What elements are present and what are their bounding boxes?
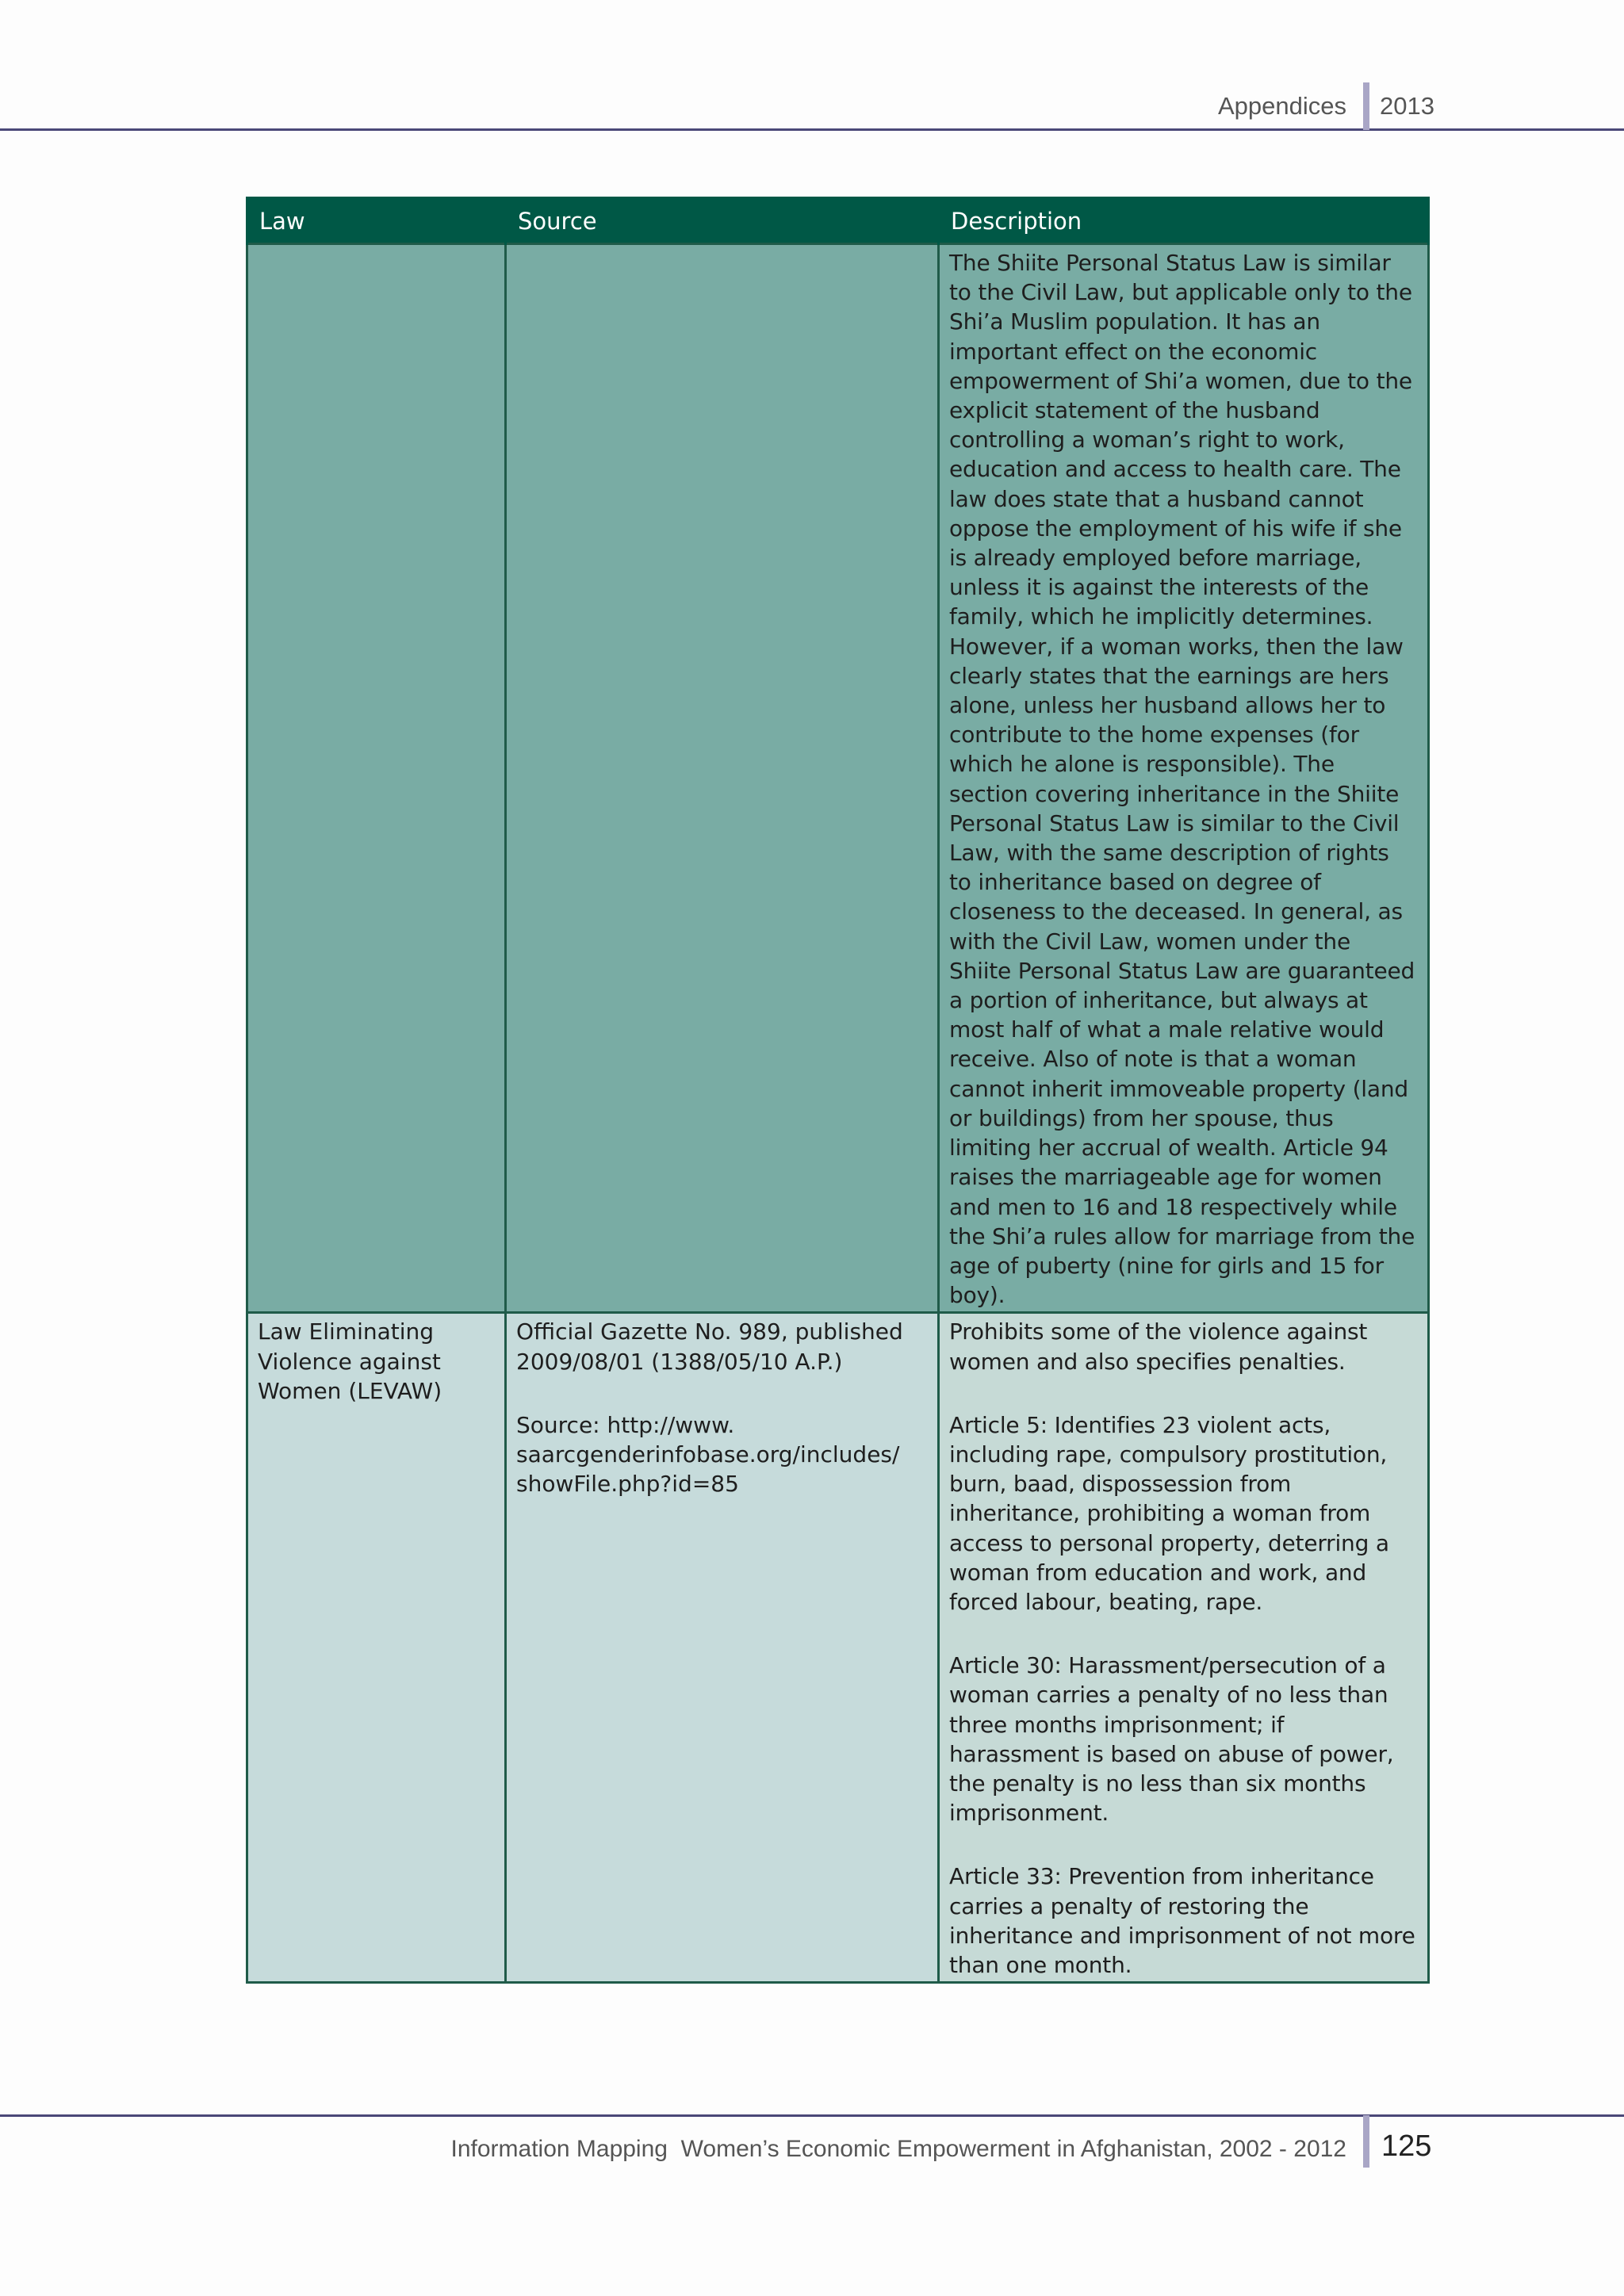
cell-law [247,244,506,1313]
column-header-source: Source [506,197,939,244]
footer-rule [0,2114,1624,2117]
table-header-row [247,197,1429,244]
description-paragraph: The Shiite Personal Status Law is similar to the Civil Law, but applicable only to the Shi’a Muslim population. It has an important effect on the economic empowerment of Shi’a women, due to the explicit statement of the husband controlling a woman’s right to work, education and access to health care. The law does state that a husband cannot oppose the employment of his wife if she is already employed before marriage, unless it is against the interests of the family, which he implicitly determines. However, if a woman works, then the law clearly states that the earnings are hers alone, unless her husband allows her to contribute to the home expenses (for which he alone is responsible). The section covering inheritance in the Shiite Personal Status Law is similar to the Civil Law, with the same description of rights to inheritance based on degree of closeness to the deceased. In general, as with the Civil Law, women under the Shiite Personal Status Law are guaranteed a portion of inheritance, but always at most half of what a male relative would receive. Also of note is that a woman cannot inherit immoveable property (land or buildings) from her spouse, thus limiting her accrual of wealth. Article 94 raises the marriageable age for women and men to 16 and 18 respectively while the Shi’a rules allow for marriage from the age of puberty (nine for girls and 15 for boy). [949,250,1415,1309]
cell-law: Law Eliminating Violence against Women (LEVAW) [247,1313,506,1983]
running-head-year: 2013 [1380,92,1434,120]
running-foot-title: Information Mapping Women’s Economic Empowerment in Afghanistan, 2002 - 2012 [450,2136,1346,2162]
cell-description [939,244,1429,1313]
description-paragraph: Article 33: Prevention from inheritance carries a penalty of restoring the inheritance and imprisonment of not more than one month. [949,1863,1415,1978]
law-table [246,197,1430,1984]
running-head-section: Appendices [1217,92,1346,120]
description-paragraph: Article 30: Harassment/persecution of a woman carries a penalty of no less than three months imprisonment; if harassment is based on abuse of power, the penalty is no less than six months imprisonment. [949,1652,1394,1827]
column-header-description: Description [939,197,1429,244]
column-header-law: Law [247,197,506,244]
table-row [247,244,1429,1313]
header-rule [0,128,1624,131]
page-number: 125 [1381,2130,1432,2163]
description-paragraph: Prohibits some of the violence against women and also specifies penalties. [949,1318,1368,1375]
cell-source [506,244,939,1313]
header-accent-bar [1363,82,1369,130]
cell-source [506,1313,939,1983]
description-paragraph: Article 5: Identifies 23 violent acts, including rape, compulsory prostitution, burn, baad, dispossession from inheritance, prohibiting a woman from access to personal property, deterring a woman from education and work, and forced labour, beating, rape. [949,1411,1389,1615]
source-url: Source: http://www. saarcgenderinfobase.org/includes/ showFile.php?id=85 [516,1411,900,1498]
table-row [247,1313,1429,1983]
cell-description [939,1313,1429,1983]
footer-accent-bar [1363,2115,1369,2168]
source-citation: Official Gazette No. 989, published 2009/08/01 (1388/05/10 A.P.) [516,1318,903,1375]
